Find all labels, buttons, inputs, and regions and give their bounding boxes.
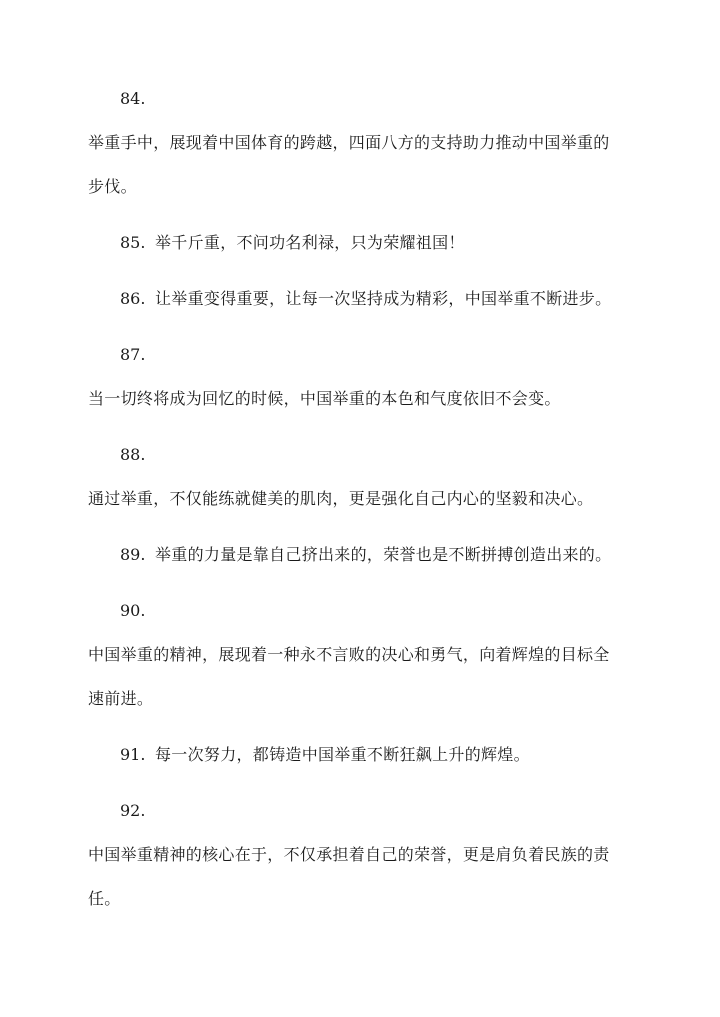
entry-text-line: 中国举重的精神，展现着一种永不言败的决心和勇气，向着辉煌的目标全 [88, 645, 610, 664]
entry-number: 89. [120, 545, 146, 564]
entry-number: 85. [120, 233, 146, 252]
entry-number: 90. [120, 601, 146, 620]
entry-text-line: 任。 [88, 889, 121, 908]
entry-text-line: 举千斤重，不问功名利禄，只为荣耀祖国！ [155, 233, 465, 252]
entry-text-line: 举重的力量是靠自己挤出来的，荣誉也是不断拼搏创造出来的。 [155, 545, 612, 564]
entry-number: 84. [120, 89, 146, 108]
entry-number: 92. [120, 801, 146, 820]
entry-text-line: 速前进。 [88, 689, 154, 708]
entry-number: 91. [120, 745, 146, 764]
entry-number: 88. [120, 445, 146, 464]
entry-text-line: 中国举重精神的核心在于，不仅承担着自己的荣誉，更是肩负着民族的责 [88, 845, 610, 864]
entry-text-line: 每一次努力，都铸造中国举重不断狂飙上升的辉煌。 [155, 745, 530, 764]
entry-number: 86. [120, 289, 146, 308]
entry-number: 87. [120, 345, 146, 364]
entry-text-line: 举重手中，展现着中国体育的跨越，四面八方的支持助力推动中国举重的 [88, 133, 610, 152]
entry-text-line: 通过举重，不仅能练就健美的肌肉，更是强化自己内心的坚毅和决心。 [88, 489, 594, 508]
entry-text-line: 当一切终将成为回忆的时候，中国举重的本色和气度依旧不会变。 [88, 389, 561, 408]
entry-text-line: 步伐。 [88, 177, 137, 196]
entry-text-line: 让举重变得重要，让每一次坚持成为精彩，中国举重不断进步。 [155, 289, 612, 308]
